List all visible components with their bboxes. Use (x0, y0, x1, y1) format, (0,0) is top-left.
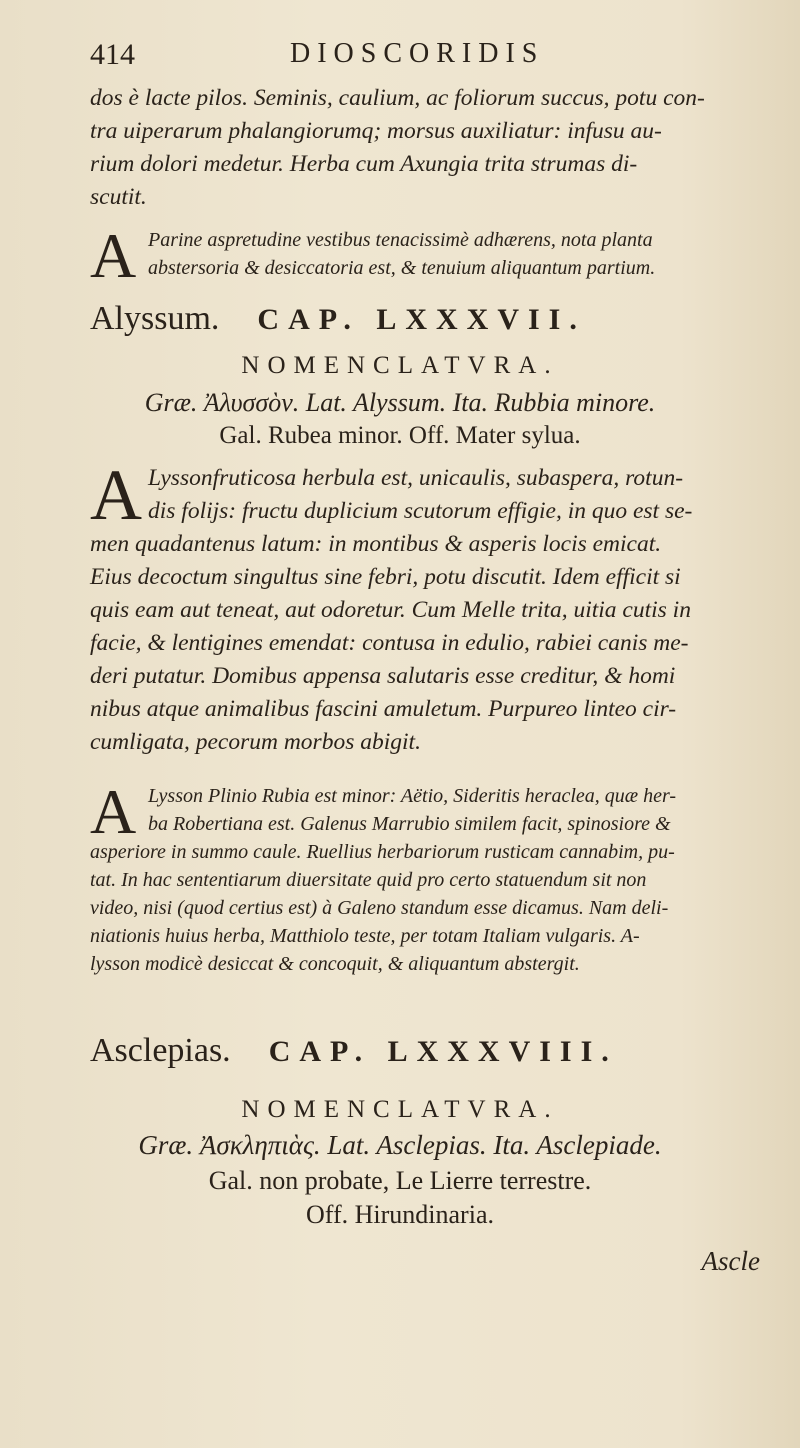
text-line: lysson modicè desiccat & concoquit, & aliquantum abstergit. (90, 953, 580, 975)
commentary-alyssum (90, 776, 780, 978)
text-line: men quadantenus latum: in montibus & asperis locis emicat. (90, 531, 662, 557)
nomenclatura-heading: NOMENCLATVRA. (241, 352, 559, 379)
text-line: tra uiperarum phalangiorumq; morsus auxiliatur: infusu au- (90, 118, 662, 144)
text-line: asperiore in summo caule. Ruellius herbariorum rusticam cannabim, pu- (90, 841, 675, 863)
text-line: quis eam aut teneat, aut odoretur. Cum Melle trita, uitia cutis in (90, 597, 691, 623)
text-line: niationis huius herba, Matthiolo teste, per totam Italiam vulgaris. A- (90, 925, 640, 947)
text-line: Parine aspretudine vestibus tenacissimè adhærens, nota planta (148, 229, 653, 251)
text-line: ba Robertiana est. Galenus Marrubio similem facit, spinosiore & (148, 813, 671, 835)
chapter-title: Asclepias. (90, 1032, 231, 1069)
page-header (90, 30, 770, 80)
drop-cap: A (90, 455, 142, 535)
text-line: Eius decoctum singultus sine febri, potu discutit. Idem efficit si (90, 564, 681, 590)
text-line: video, nisi (quod certius est) à Galeno standum esse dicamus. Nam deli- (90, 897, 669, 919)
chapter-heading-asclepias (90, 1032, 780, 1070)
text-line: Lyssonfruticosa herbula est, unicaulis, subaspera, rotun- (148, 465, 684, 491)
paragraph-seed-uses (90, 82, 780, 214)
text-line: dis folijs: fructu duplicium scutorum effigie, in quo est se- (148, 498, 693, 524)
chapter-number: CAP. LXXXVIII. (268, 1035, 618, 1068)
text-line: nibus atque animalibus fascini amuletum. Purpureo linteo cir- (90, 696, 677, 722)
running-head: DIOSCORIDIS (290, 38, 545, 69)
greek-latin-names: Græ. Ἀλυσσὸν. Lat. Alyssum. Ita. Rubbia minore. (144, 388, 656, 417)
text-line: cumligata, pecorum morbos abigit. (90, 729, 421, 755)
text-line: tat. In hac sententiarum diuersitate quid pro certo statuendum sit non (90, 869, 647, 891)
chapter-number: CAP. LXXXVII. (257, 303, 586, 336)
text-line: scutit. (90, 184, 147, 210)
greek-latin-names: Græ. Ἀσκληπιὰς. Lat. Asclepias. Ita. Asclepiade. (138, 1130, 662, 1160)
catchword: Ascle (701, 1246, 760, 1276)
text-line: rium dolori medetur. Herba cum Axungia trita strumas di- (90, 151, 638, 177)
page-number: 414 (90, 38, 135, 71)
text-line: deri putatur. Domibus appensa salutaris esse creditur, & homi (90, 663, 676, 689)
text-line: facie, & lentigines emendat: contusa in edulio, rabiei canis me- (90, 630, 689, 656)
official-names: Off. Hirundinaria. (306, 1200, 494, 1229)
text-line: abstersoria & desiccatoria est, & tenuium aliquantum partium. (148, 257, 656, 279)
gallic-names: Gal. non probate, Le Lierre terrestre. (208, 1166, 592, 1195)
chapter-title: Alyssum. (90, 300, 220, 337)
nomenclatura-heading: NOMENCLATVRA. (241, 1096, 559, 1123)
chapter-heading-alyssum (90, 300, 780, 338)
commentary-aparine (90, 220, 780, 291)
drop-cap: A (90, 220, 137, 291)
text-line: dos è lacte pilos. Seminis, caulium, ac foliorum succus, potu con- (90, 85, 705, 111)
text-line: Lysson Plinio Rubia est minor: Aëtio, Sideritis heraclea, quæ her- (148, 785, 677, 807)
drop-cap: A (90, 776, 137, 847)
paragraph-alyssum (90, 455, 780, 759)
gallic-official-names: Gal. Rubea minor. Off. Mater sylua. (219, 422, 581, 449)
